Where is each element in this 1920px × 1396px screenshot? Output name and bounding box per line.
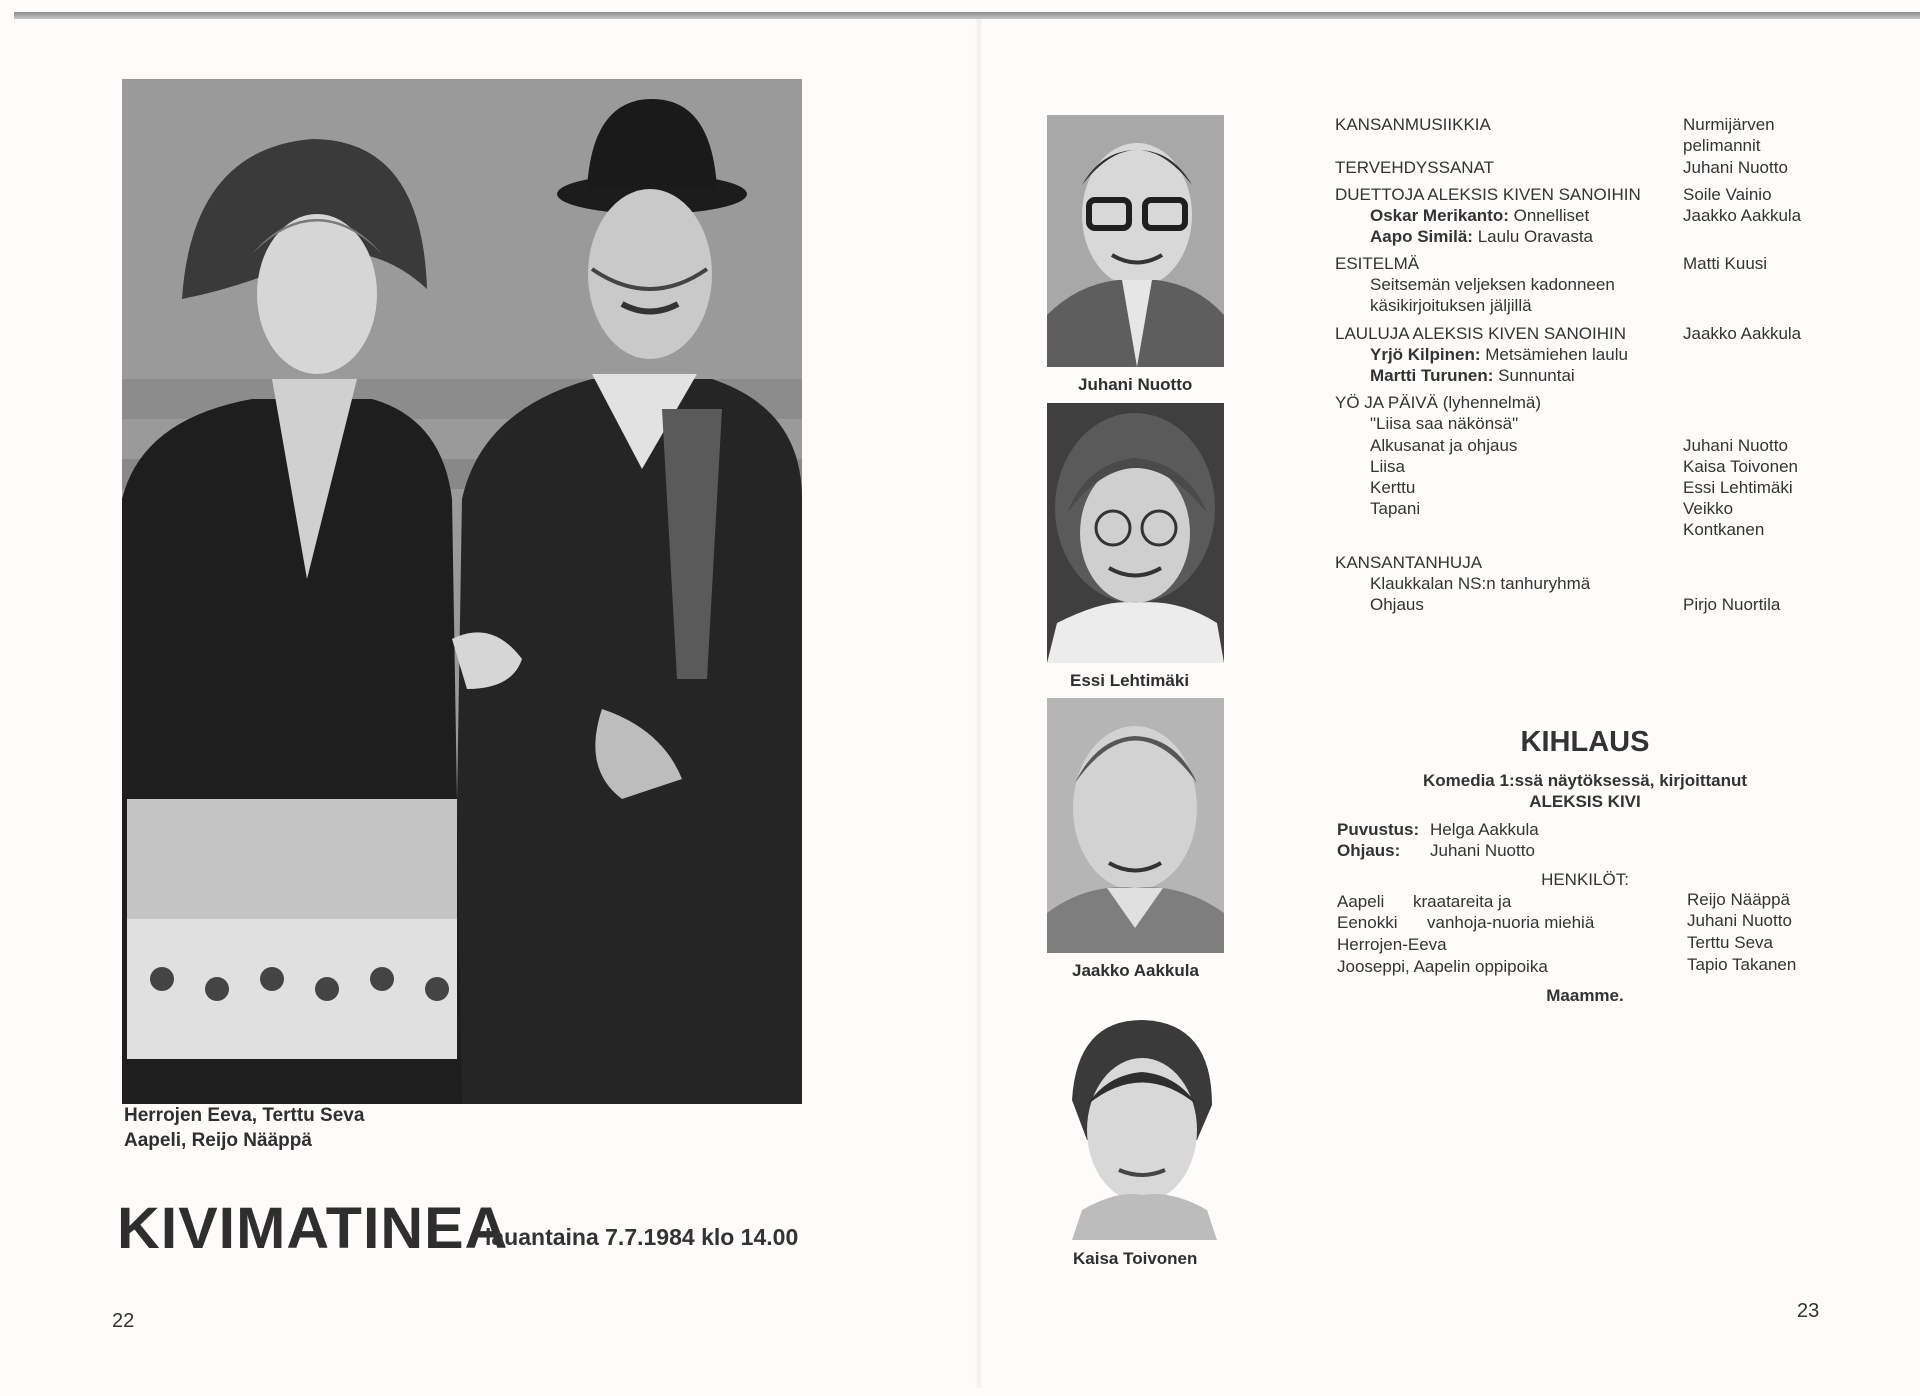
- scan-edge: [14, 12, 1920, 19]
- program-performer-1b: pelimannit: [1683, 136, 1761, 155]
- program-performer-6-3: Essi Lehtimäki: [1683, 478, 1793, 497]
- program-item-3-sub2: [1370, 226, 1593, 247]
- program-performer-6-4b: Kontkanen: [1683, 520, 1765, 539]
- portrait-caption-1: Juhani Nuotto: [1078, 375, 1193, 394]
- portrait-caption-2: Essi Lehtimäki: [1070, 671, 1190, 690]
- program-performer-4: Matti Kuusi: [1683, 254, 1768, 273]
- portrait-juhani-nuotto: [1047, 115, 1224, 367]
- cast-note-2: vanhoja-nuoria miehiä: [1427, 913, 1595, 932]
- program-performer-3: Soile Vainio: [1683, 185, 1772, 204]
- page-title: KIVIMATINEA: [117, 1196, 509, 1261]
- song-title: Sunnuntai: [1498, 366, 1575, 385]
- portrait-caption-3: Jaakko Aakkula: [1072, 961, 1199, 980]
- program-item-6: YÖ JA PÄIVÄ (lyhennelmä): [1335, 393, 1541, 412]
- director-label: Ohjaus:: [1337, 841, 1401, 860]
- cast-role-1: Aapeli: [1337, 892, 1385, 911]
- closing-song: Maamme.: [1546, 986, 1624, 1005]
- play-subtitle-2: ALEKSIS KIVI: [1529, 792, 1641, 811]
- program-item-7-sub: Klaukkalan NS:n tanhuryhmä: [1370, 574, 1591, 593]
- program-role-6-4: Tapani: [1370, 499, 1421, 518]
- page-gutter: [975, 18, 983, 1388]
- program-performer-6-1: Juhani Nuotto: [1683, 436, 1788, 455]
- program-performer-3b: Jaakko Aakkula: [1683, 206, 1802, 225]
- program-role-7: Ohjaus: [1370, 595, 1424, 614]
- costume-value: Helga Aakkula: [1430, 820, 1539, 839]
- program-item-6-quote: "Liisa saa näkönsä": [1370, 414, 1519, 433]
- program-item-7: KANSANTANHUJA: [1335, 553, 1483, 572]
- program-role-6-1: Alkusanat ja ohjaus: [1370, 436, 1518, 455]
- cast-note-1: kraatareita ja: [1413, 892, 1512, 911]
- portrait-kaisa-toivonen: [1047, 1010, 1224, 1240]
- song-title: Metsämiehen laulu: [1485, 345, 1628, 364]
- cast-actor-3: Terttu Seva: [1687, 933, 1773, 952]
- page-number-left: 22: [112, 1310, 135, 1332]
- director-value: Juhani Nuotto: [1430, 841, 1535, 860]
- composer-name: Martti Turunen:: [1370, 366, 1494, 385]
- portrait-caption-4: Kaisa Toivonen: [1073, 1249, 1198, 1268]
- composer-name: Yrjö Kilpinen:: [1370, 345, 1481, 364]
- photo-caption-line1: Herrojen Eeva, Terttu Seva: [124, 1105, 365, 1126]
- cast-role-4: Jooseppi, Aapelin oppipoika: [1337, 957, 1548, 976]
- costume-label: Puvustus:: [1337, 820, 1420, 839]
- cast-actor-2: Juhani Nuotto: [1687, 911, 1792, 930]
- play-title: KIHLAUS: [1520, 726, 1650, 758]
- portrait-essi-lehtimaki: [1047, 403, 1224, 663]
- composer-name: Oskar Merikanto:: [1370, 206, 1509, 225]
- program-item-4-sub1: Seitsemän veljeksen kadonneen: [1370, 275, 1615, 294]
- program-item-4-sub2: käsikirjoituksen jäljillä: [1370, 296, 1532, 315]
- program-performer-6-2: Kaisa Toivonen: [1683, 457, 1798, 476]
- program-item-2: TERVEHDYSSANAT: [1335, 158, 1495, 177]
- program-performer-6-4a: Veikko: [1683, 499, 1734, 518]
- main-photo-figures: [122, 79, 802, 1104]
- cast-role-3: Herrojen-Eeva: [1337, 935, 1447, 954]
- event-date: lauantaina 7.7.1984 klo 14.00: [485, 1224, 799, 1250]
- cast-role-2: Eenokki: [1337, 913, 1398, 932]
- program-role-6-2: Liisa: [1370, 457, 1405, 476]
- cast-heading: HENKILÖT:: [1541, 870, 1629, 889]
- composer-name: Aapo Similä:: [1370, 227, 1473, 246]
- program-item-5-sub1: [1370, 344, 1628, 365]
- main-photo: [122, 79, 802, 1104]
- cast-actor-1: Reijo Nääppä: [1687, 890, 1791, 909]
- program-item-4: ESITELMÄ: [1335, 254, 1420, 273]
- program-role-6-3: Kerttu: [1370, 478, 1416, 497]
- program-performer-1a: Nurmijärven: [1683, 115, 1775, 134]
- program-performer-2: Juhani Nuotto: [1683, 158, 1788, 177]
- program-item-1: KANSANMUSIIKKIA: [1335, 115, 1491, 134]
- program-item-3: DUETTOJA ALEKSIS KIVEN SANOIHIN: [1335, 185, 1641, 204]
- portrait-jaakko-aakkula: [1047, 698, 1224, 953]
- program-performer-5: Jaakko Aakkula: [1683, 324, 1802, 343]
- program-item-5: LAULUJA ALEKSIS KIVEN SANOIHIN: [1335, 324, 1627, 343]
- song-title: Onnelliset: [1513, 206, 1590, 225]
- song-title: Laulu Oravasta: [1477, 227, 1593, 246]
- photo-caption-line2: Aapeli, Reijo Nääppä: [124, 1130, 312, 1151]
- cast-actor-4: Tapio Takanen: [1687, 955, 1797, 974]
- play-subtitle-1: Komedia 1:ssä näytöksessä, kirjoittanut: [1422, 771, 1748, 790]
- program-item-3-sub1: [1370, 205, 1589, 226]
- program-performer-7: Pirjo Nuortila: [1683, 595, 1781, 614]
- page-number-right: 23: [1797, 1300, 1820, 1322]
- program-item-5-sub2: [1370, 365, 1575, 386]
